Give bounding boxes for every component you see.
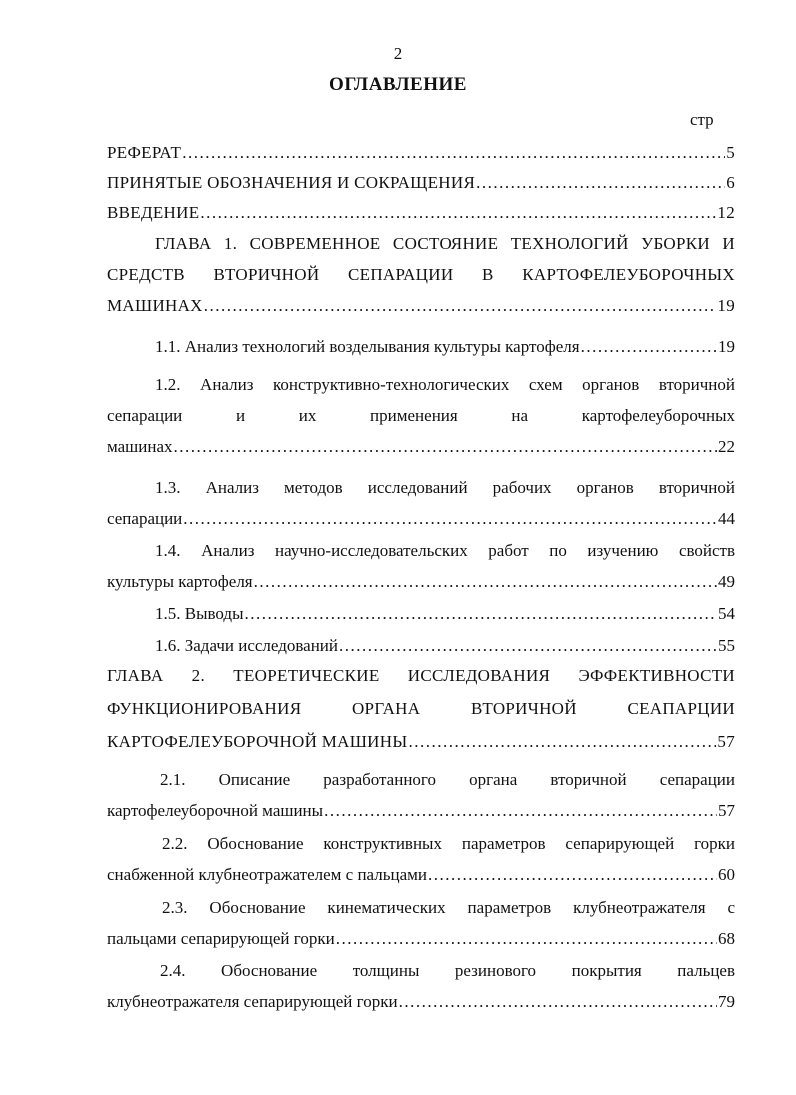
toc-entry-label: РЕФЕРАТ (107, 143, 182, 162)
toc-entry-page: 5 (726, 143, 735, 162)
toc-entry-label: 1.1. Анализ технологий возделывания культуры картофеля (155, 337, 580, 356)
dot-leader (408, 732, 716, 752)
toc-entry-label: картофелеуборочной машины (107, 801, 324, 820)
dot-leader (476, 173, 725, 193)
toc-section-1-3[interactable] (107, 509, 735, 529)
toc-entry-label: 1.6. Задачи исследований (155, 636, 339, 655)
toc-entry-label: сепарации (107, 509, 183, 528)
toc-chapter-2[interactable] (107, 732, 735, 752)
toc-chapter-1-line2: СРЕДСТВ ВТОРИЧНОЙ СЕПАРАЦИИ В КАРТОФЕЛЕУБОРОЧНЫХ (107, 265, 735, 284)
toc-entry-label: снабженной клубнеотражателем с пальцами (107, 865, 427, 884)
dot-leader (428, 865, 717, 885)
toc-section-2-3[interactable] (107, 929, 735, 949)
toc-entry-label: ВВЕДЕНИЕ (107, 203, 200, 222)
toc-section-1-5[interactable] (155, 604, 735, 624)
toc-section-1-2[interactable] (107, 437, 735, 457)
toc-section-1-4-line1: 1.4. Анализ научно-исследовательских работ по изучению свойств (155, 541, 735, 560)
toc-section-1-4[interactable] (107, 572, 735, 592)
toc-chapter-2-line1: ГЛАВА 2. ТЕОРЕТИЧЕСКИЕ ИССЛЕДОВАНИЯ ЭФФЕКТИВНОСТИ (107, 666, 735, 685)
toc-section-2-3-line1: 2.3. Обоснование кинематических параметров клубнеотражателя с (162, 898, 735, 917)
dot-leader (399, 992, 717, 1012)
toc-entry-page: 57 (717, 732, 735, 751)
toc-section-2-1[interactable] (107, 801, 735, 821)
page-column-header: стр (690, 110, 714, 129)
toc-title: ОГЛАВЛЕНИЕ (329, 74, 467, 95)
toc-entry-introduction[interactable] (107, 203, 735, 223)
dot-leader (245, 604, 717, 624)
dot-leader (182, 143, 725, 163)
dot-leader (204, 296, 717, 316)
toc-entry-label: машинах (107, 437, 173, 456)
toc-entry-page: 22 (718, 437, 735, 456)
dot-leader (339, 636, 717, 656)
toc-entry-page: 57 (718, 801, 735, 820)
toc-entry-abstract[interactable] (107, 143, 735, 163)
toc-section-1-1[interactable] (155, 337, 735, 357)
toc-entry-label: 1.5. Выводы (155, 604, 244, 623)
toc-entry-page: 54 (718, 604, 735, 623)
toc-chapter-1-line1: ГЛАВА 1. СОВРЕМЕННОЕ СОСТОЯНИЕ ТЕХНОЛОГИЙ УБОРКИ И (155, 234, 735, 253)
toc-section-2-4-line1: 2.4. Обоснование толщины резинового покрытия пальцев (160, 961, 735, 980)
toc-entry-label: пальцами сепарирующей горки (107, 929, 335, 948)
toc-entry-label: клубнеотражателя сепарирующей горки (107, 992, 398, 1011)
toc-entry-page: 19 (717, 296, 735, 315)
toc-entry-page: 60 (718, 865, 735, 884)
toc-section-1-3-line1: 1.3. Анализ методов исследований рабочих органов вторичной (155, 478, 735, 497)
toc-entry-page: 12 (717, 203, 735, 222)
dot-leader (174, 437, 717, 457)
toc-entry-label: КАРТОФЕЛЕУБОРОЧНОЙ МАШИНЫ (107, 732, 408, 751)
toc-entry-page: 55 (718, 636, 735, 655)
toc-entry-label: ПРИНЯТЫЕ ОБОЗНАЧЕНИЯ И СОКРАЩЕНИЯ (107, 173, 476, 192)
toc-entry-page: 49 (718, 572, 735, 591)
toc-entry-label: МАШИНАХ (107, 296, 203, 315)
toc-entry-page: 19 (718, 337, 735, 356)
dot-leader (183, 509, 717, 529)
dot-leader (254, 572, 717, 592)
toc-entry-notation[interactable] (107, 173, 735, 193)
toc-section-1-2-line1: 1.2. Анализ конструктивно-технологических схем органов вторичной (155, 375, 735, 394)
toc-section-2-1-line1: 2.1. Описание разработанного органа вторичной сепарации (160, 770, 735, 789)
toc-chapter-1[interactable] (107, 296, 735, 316)
toc-section-1-6[interactable] (155, 636, 735, 656)
dot-leader (324, 801, 717, 821)
dot-leader (200, 203, 716, 223)
toc-section-2-2-line1: 2.2. Обоснование конструктивных параметров сепарирующей горки (162, 834, 735, 853)
page-number: 2 (393, 44, 403, 63)
toc-section-1-2-line2: сепарации и их применения на картофелеуборочных (107, 406, 735, 425)
toc-entry-label: культуры картофеля (107, 572, 253, 591)
dot-leader (581, 337, 717, 357)
toc-entry-page: 6 (726, 173, 735, 192)
toc-entry-page: 68 (718, 929, 735, 948)
toc-section-2-4[interactable] (107, 992, 735, 1012)
toc-entry-page: 44 (718, 509, 735, 528)
dot-leader (336, 929, 717, 949)
toc-entry-page: 79 (718, 992, 735, 1011)
toc-section-2-2[interactable] (107, 865, 735, 885)
toc-chapter-2-line2: ФУНКЦИОНИРОВАНИЯ ОРГАНА ВТОРИЧНОЙ СЕАПАРЦИИ (107, 699, 735, 718)
